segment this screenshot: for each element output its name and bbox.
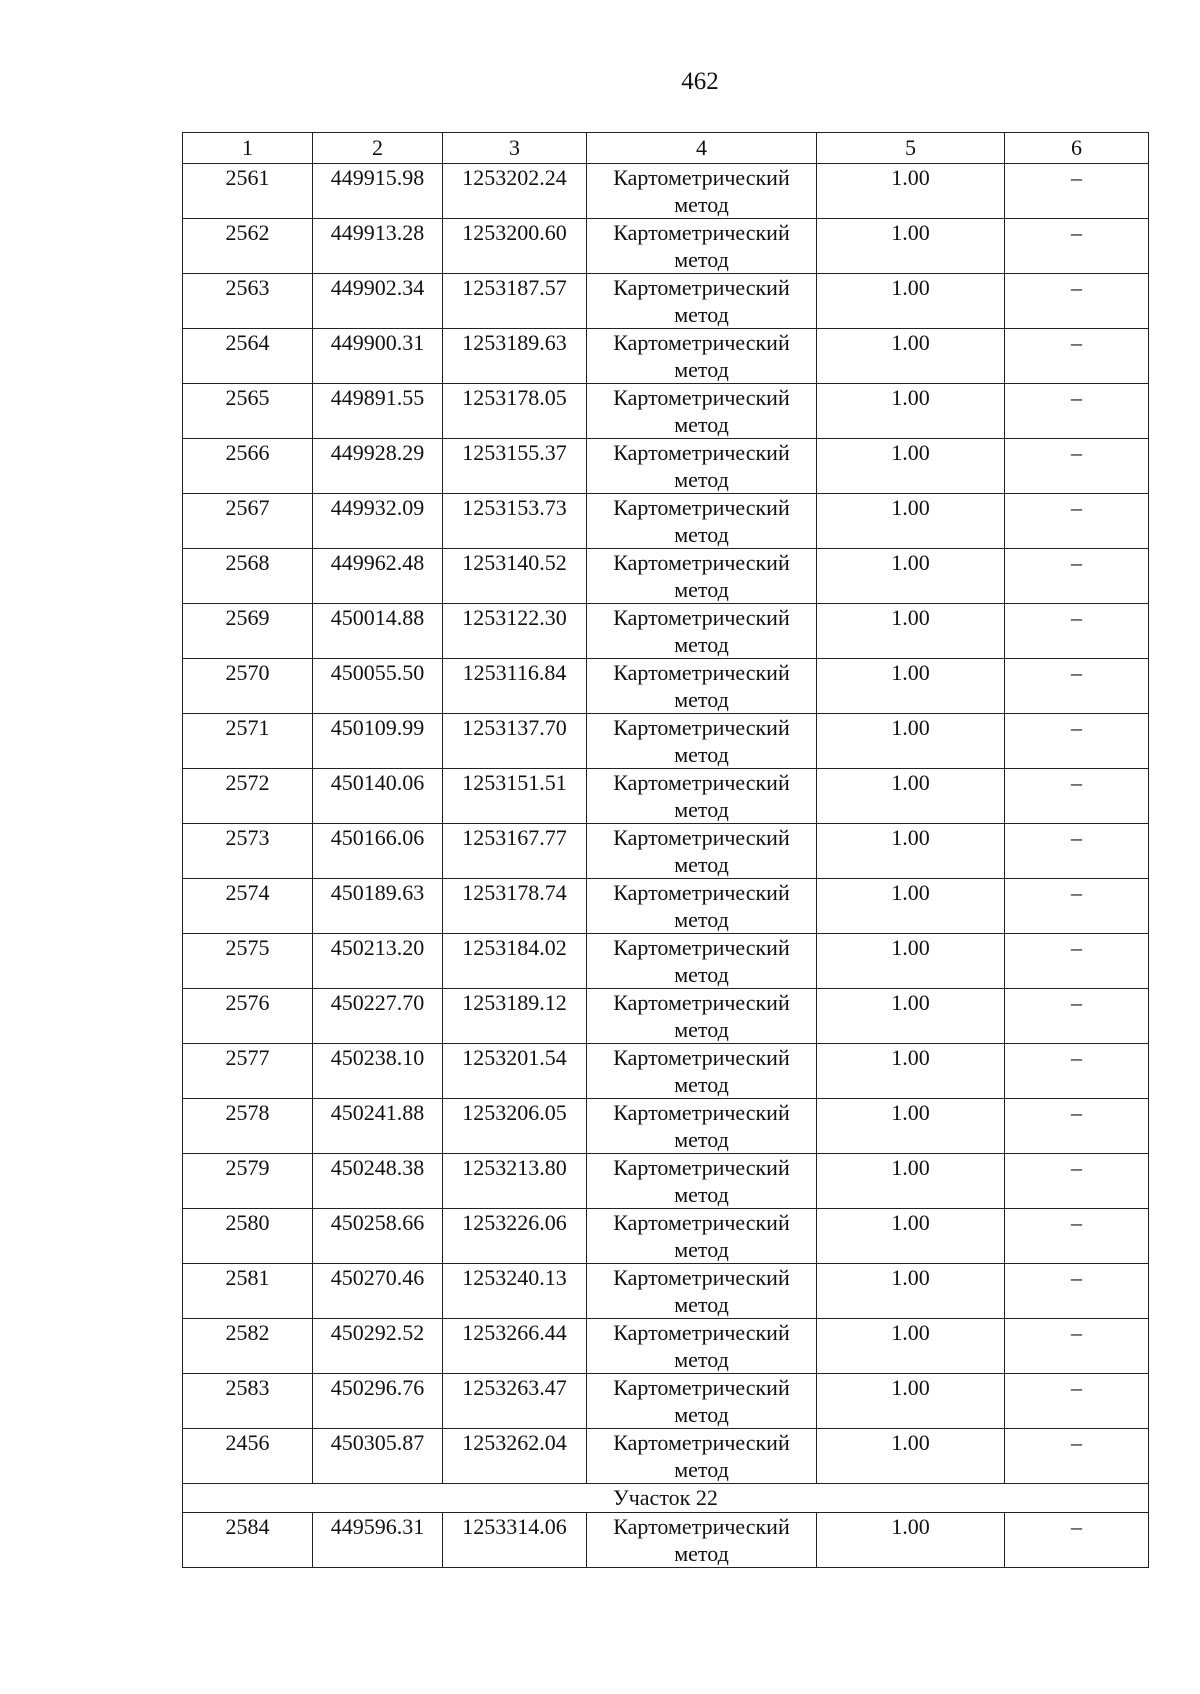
- accuracy-cell: 1.00: [817, 714, 1005, 769]
- table-row: [183, 549, 1149, 604]
- note-cell: –: [1005, 329, 1149, 384]
- page-number: 462: [681, 68, 719, 95]
- column-header: 5: [817, 133, 1005, 164]
- method-cell: Картометрический метод: [587, 329, 817, 384]
- accuracy-cell: 1.00: [817, 824, 1005, 879]
- point-number-cell: 2567: [183, 494, 313, 549]
- accuracy-cell: 1.00: [817, 659, 1005, 714]
- accuracy-cell: 1.00: [817, 1264, 1005, 1319]
- coordinates-table: [182, 132, 1149, 1568]
- method-cell: Картометрический метод: [587, 1319, 817, 1374]
- table-row: [183, 164, 1149, 219]
- y-coordinate-cell: 1253140.52: [443, 549, 587, 604]
- note-cell: –: [1005, 1429, 1149, 1484]
- point-number-cell: 2573: [183, 824, 313, 879]
- x-coordinate-cell: 450296.76: [313, 1374, 443, 1429]
- y-coordinate-cell: 1253167.77: [443, 824, 587, 879]
- note-cell: –: [1005, 1374, 1149, 1429]
- method-cell: Картометрический метод: [587, 934, 817, 989]
- x-coordinate-cell: 450241.88: [313, 1099, 443, 1154]
- note-cell: –: [1005, 1154, 1149, 1209]
- point-number-cell: 2579: [183, 1154, 313, 1209]
- table-row: [183, 989, 1149, 1044]
- x-coordinate-cell: 450055.50: [313, 659, 443, 714]
- y-coordinate-cell: 1253202.24: [443, 164, 587, 219]
- method-cell: Картометрический метод: [587, 1209, 817, 1264]
- column-header: 3: [443, 133, 587, 164]
- point-number-cell: 2577: [183, 1044, 313, 1099]
- method-cell: Картометрический метод: [587, 1374, 817, 1429]
- x-coordinate-cell: 449962.48: [313, 549, 443, 604]
- table-row: [183, 934, 1149, 989]
- accuracy-cell: 1.00: [817, 934, 1005, 989]
- accuracy-cell: 1.00: [817, 989, 1005, 1044]
- method-cell: Картометрический метод: [587, 164, 817, 219]
- point-number-cell: 2563: [183, 274, 313, 329]
- table-body: [183, 164, 1149, 1484]
- method-cell: Картометрический метод: [587, 384, 817, 439]
- accuracy-cell: 1.00: [817, 164, 1005, 219]
- section-row: [183, 1484, 1149, 1513]
- y-coordinate-cell: 1253151.51: [443, 769, 587, 824]
- x-coordinate-cell: 450258.66: [313, 1209, 443, 1264]
- table-row: [183, 1319, 1149, 1374]
- table-row: [183, 384, 1149, 439]
- note-cell: –: [1005, 164, 1149, 219]
- method-cell: Картометрический метод: [587, 989, 817, 1044]
- method-cell: Картометрический метод: [587, 769, 817, 824]
- note-cell: –: [1005, 1319, 1149, 1374]
- table-row: [183, 1209, 1149, 1264]
- point-number-cell: 2561: [183, 164, 313, 219]
- table-header-row: [183, 133, 1149, 164]
- method-cell: Картометрический метод: [587, 824, 817, 879]
- method-cell: Картометрический метод: [587, 549, 817, 604]
- note-cell: –: [1005, 274, 1149, 329]
- accuracy-cell: 1.00: [817, 219, 1005, 274]
- y-coordinate-cell: 1253240.13: [443, 1264, 587, 1319]
- x-coordinate-cell: 450140.06: [313, 769, 443, 824]
- column-header: 2: [313, 133, 443, 164]
- accuracy-cell: 1.00: [817, 604, 1005, 659]
- point-number-cell: 2575: [183, 934, 313, 989]
- accuracy-cell: 1.00: [817, 1044, 1005, 1099]
- table-row: [183, 1264, 1149, 1319]
- x-coordinate-cell: 449928.29: [313, 439, 443, 494]
- note-cell: –: [1005, 989, 1149, 1044]
- x-coordinate-cell: 450227.70: [313, 989, 443, 1044]
- x-coordinate-cell: 450109.99: [313, 714, 443, 769]
- point-number-cell: 2562: [183, 219, 313, 274]
- column-header: 6: [1005, 133, 1149, 164]
- note-cell: –: [1005, 934, 1149, 989]
- point-number-cell: 2571: [183, 714, 313, 769]
- note-cell: –: [1005, 714, 1149, 769]
- x-coordinate-cell: 450166.06: [313, 824, 443, 879]
- x-coordinate-cell: 449891.55: [313, 384, 443, 439]
- point-number-cell: 2565: [183, 384, 313, 439]
- accuracy-cell: 1.00: [817, 384, 1005, 439]
- table-row: [183, 1374, 1149, 1429]
- note-cell: –: [1005, 659, 1149, 714]
- point-number-cell: 2583: [183, 1374, 313, 1429]
- method-cell: Картометрический метод: [587, 879, 817, 934]
- x-coordinate-cell: 450189.63: [313, 879, 443, 934]
- table-row: [183, 274, 1149, 329]
- x-coordinate-cell: 450014.88: [313, 604, 443, 659]
- method-cell: Картометрический метод: [587, 219, 817, 274]
- note-cell: –: [1005, 1209, 1149, 1264]
- x-coordinate-cell: 449913.28: [313, 219, 443, 274]
- method-cell: Картометрический метод: [587, 1154, 817, 1209]
- y-coordinate-cell: 1253116.84: [443, 659, 587, 714]
- note-cell: –: [1005, 769, 1149, 824]
- x-coordinate-cell: 450270.46: [313, 1264, 443, 1319]
- point-number-cell: 2584: [183, 1513, 313, 1568]
- x-coordinate-cell: 449596.31: [313, 1513, 443, 1568]
- y-coordinate-cell: 1253206.05: [443, 1099, 587, 1154]
- table-row: [183, 219, 1149, 274]
- accuracy-cell: 1.00: [817, 549, 1005, 604]
- point-number-cell: 2578: [183, 1099, 313, 1154]
- table-row: [183, 1044, 1149, 1099]
- method-cell: Картометрический метод: [587, 1264, 817, 1319]
- accuracy-cell: 1.00: [817, 1099, 1005, 1154]
- y-coordinate-cell: 1253153.73: [443, 494, 587, 549]
- table-row: [183, 494, 1149, 549]
- point-number-cell: 2581: [183, 1264, 313, 1319]
- section-table-body: [183, 1513, 1149, 1568]
- method-cell: Картометрический метод: [587, 1044, 817, 1099]
- x-coordinate-cell: 450305.87: [313, 1429, 443, 1484]
- note-cell: –: [1005, 824, 1149, 879]
- section-label: Участок 22: [183, 1484, 1149, 1513]
- point-number-cell: 2569: [183, 604, 313, 659]
- note-cell: –: [1005, 1099, 1149, 1154]
- method-cell: Картометрический метод: [587, 1429, 817, 1484]
- table-row: [183, 1429, 1149, 1484]
- note-cell: –: [1005, 1264, 1149, 1319]
- x-coordinate-cell: 450248.38: [313, 1154, 443, 1209]
- note-cell: –: [1005, 1513, 1149, 1568]
- y-coordinate-cell: 1253189.12: [443, 989, 587, 1044]
- table-row: [183, 439, 1149, 494]
- method-cell: Картометрический метод: [587, 714, 817, 769]
- point-number-cell: 2572: [183, 769, 313, 824]
- y-coordinate-cell: 1253213.80: [443, 1154, 587, 1209]
- accuracy-cell: 1.00: [817, 494, 1005, 549]
- note-cell: –: [1005, 219, 1149, 274]
- table-row: [183, 714, 1149, 769]
- accuracy-cell: 1.00: [817, 1513, 1005, 1568]
- method-cell: Картометрический метод: [587, 604, 817, 659]
- accuracy-cell: 1.00: [817, 274, 1005, 329]
- y-coordinate-cell: 1253155.37: [443, 439, 587, 494]
- y-coordinate-cell: 1253201.54: [443, 1044, 587, 1099]
- note-cell: –: [1005, 604, 1149, 659]
- note-cell: –: [1005, 384, 1149, 439]
- column-header: 4: [587, 133, 817, 164]
- accuracy-cell: 1.00: [817, 439, 1005, 494]
- y-coordinate-cell: 1253266.44: [443, 1319, 587, 1374]
- method-cell: Картометрический метод: [587, 1513, 817, 1568]
- table-row: [183, 824, 1149, 879]
- note-cell: –: [1005, 439, 1149, 494]
- table-row: [183, 879, 1149, 934]
- y-coordinate-cell: 1253187.57: [443, 274, 587, 329]
- accuracy-cell: 1.00: [817, 1319, 1005, 1374]
- method-cell: Картометрический метод: [587, 659, 817, 714]
- x-coordinate-cell: 450213.20: [313, 934, 443, 989]
- table-row: [183, 329, 1149, 384]
- note-cell: –: [1005, 549, 1149, 604]
- point-number-cell: 2576: [183, 989, 313, 1044]
- x-coordinate-cell: 450292.52: [313, 1319, 443, 1374]
- y-coordinate-cell: 1253178.05: [443, 384, 587, 439]
- point-number-cell: 2574: [183, 879, 313, 934]
- method-cell: Картометрический метод: [587, 274, 817, 329]
- y-coordinate-cell: 1253122.30: [443, 604, 587, 659]
- point-number-cell: 2570: [183, 659, 313, 714]
- table-row: [183, 1154, 1149, 1209]
- table-row: [183, 1513, 1149, 1568]
- accuracy-cell: 1.00: [817, 1209, 1005, 1264]
- note-cell: –: [1005, 1044, 1149, 1099]
- y-coordinate-cell: 1253189.63: [443, 329, 587, 384]
- table-row: [183, 604, 1149, 659]
- y-coordinate-cell: 1253137.70: [443, 714, 587, 769]
- y-coordinate-cell: 1253178.74: [443, 879, 587, 934]
- table-row: [183, 769, 1149, 824]
- point-number-cell: 2580: [183, 1209, 313, 1264]
- x-coordinate-cell: 449915.98: [313, 164, 443, 219]
- y-coordinate-cell: 1253262.04: [443, 1429, 587, 1484]
- x-coordinate-cell: 449932.09: [313, 494, 443, 549]
- column-header: 1: [183, 133, 313, 164]
- accuracy-cell: 1.00: [817, 769, 1005, 824]
- note-cell: –: [1005, 494, 1149, 549]
- accuracy-cell: 1.00: [817, 1374, 1005, 1429]
- point-number-cell: 2568: [183, 549, 313, 604]
- note-cell: –: [1005, 879, 1149, 934]
- method-cell: Картометрический метод: [587, 439, 817, 494]
- point-number-cell: 2456: [183, 1429, 313, 1484]
- point-number-cell: 2566: [183, 439, 313, 494]
- y-coordinate-cell: 1253263.47: [443, 1374, 587, 1429]
- point-number-cell: 2582: [183, 1319, 313, 1374]
- section-block: [183, 1484, 1149, 1513]
- table-row: [183, 1099, 1149, 1154]
- accuracy-cell: 1.00: [817, 329, 1005, 384]
- x-coordinate-cell: 449902.34: [313, 274, 443, 329]
- y-coordinate-cell: 1253200.60: [443, 219, 587, 274]
- y-coordinate-cell: 1253226.06: [443, 1209, 587, 1264]
- x-coordinate-cell: 449900.31: [313, 329, 443, 384]
- point-number-cell: 2564: [183, 329, 313, 384]
- x-coordinate-cell: 450238.10: [313, 1044, 443, 1099]
- accuracy-cell: 1.00: [817, 1154, 1005, 1209]
- y-coordinate-cell: 1253314.06: [443, 1513, 587, 1568]
- y-coordinate-cell: 1253184.02: [443, 934, 587, 989]
- method-cell: Картометрический метод: [587, 494, 817, 549]
- accuracy-cell: 1.00: [817, 1429, 1005, 1484]
- method-cell: Картометрический метод: [587, 1099, 817, 1154]
- table-row: [183, 659, 1149, 714]
- accuracy-cell: 1.00: [817, 879, 1005, 934]
